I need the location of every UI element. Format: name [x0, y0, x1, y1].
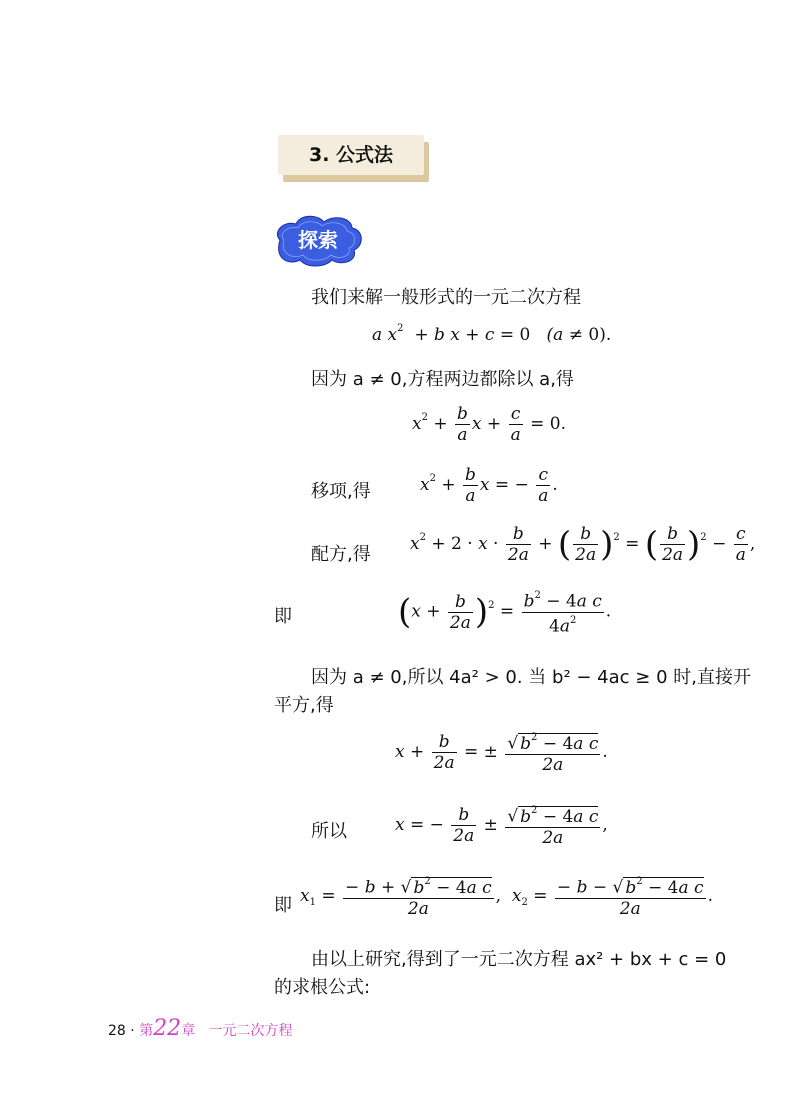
- chapter-number: 22: [153, 1016, 182, 1041]
- suoyi-label: 所以: [311, 821, 347, 842]
- because-line-2: 因为 a ≠ 0,所以 4a² > 0. 当 b² − 4ac ≥ 0 时,直接开: [311, 667, 751, 688]
- because-line-1: 因为 a ≠ 0,方程两边都除以 a,得: [311, 369, 574, 390]
- equation-moved: $x^2$ + $\frac{b}{a}$ x = − $\frac{c}{a}$ .: [420, 465, 558, 506]
- complete-label: 配方,得: [311, 544, 371, 565]
- move-label: 移项,得: [311, 481, 371, 502]
- equation-x-pm: x = − $\frac{b}{2a}$ ± $\frac{√ b^2 - 4a c}{2a}$ ,: [395, 804, 608, 848]
- section-title: 3. 公式法: [308, 144, 394, 166]
- ji-label-1: 即: [274, 606, 292, 627]
- explore-badge: [270, 212, 366, 268]
- section-header: [278, 135, 424, 175]
- equation-square-form: (x + $\frac{b}{2a}$ )$^2$ = $\frac{b^2 - 4a c}{4a^2}$ .: [398, 590, 612, 637]
- page-footer: 28 · 第22章 一元二次方程: [108, 1016, 293, 1041]
- badge-label: 探索: [298, 228, 338, 252]
- page-number: 28: [108, 1023, 126, 1039]
- equation-sqrt: x + $\frac{b}{2a}$ = ± $\frac{√ b^2 - 4a c}{2a}$ .: [395, 731, 608, 775]
- ji-label-2: 即: [274, 895, 292, 916]
- intro-text: 我们来解一般形式的一元二次方程: [311, 287, 581, 308]
- research-line-2: 的求根公式:: [274, 977, 371, 998]
- chapter-title: 一元二次方程: [208, 1023, 293, 1039]
- chapter-prefix: 第: [139, 1023, 154, 1039]
- equation-roots: $x_1$ = $\frac{- b + √ b^2 - 4a c}{2a}$ , $x_2$ = $\frac{- b - √ b^2 - 4a c}{2a}$ .: [300, 876, 713, 919]
- equation-general: a $x^2 + b$ x + c = 0 (a ≠ 0).: [372, 323, 612, 345]
- equation-completed: $x^2 + 2 \cdot x$ · $\frac{b}{2a}$ + ( $\frac{b}{2a}$ )$^2$ = ( $\frac{b}{2a}$ )$^2$ − $\frac{c}{a}$ ,: [410, 524, 756, 565]
- chapter-suffix: 章: [181, 1023, 196, 1039]
- research-line: 由以上研究,得到了一元二次方程 ax² + bx + c = 0: [311, 949, 727, 970]
- equation-divided: $x^2$ + $\frac{b}{a}$ x + $\frac{c}{a}$ = 0.: [412, 404, 566, 445]
- because-line-2b: 平方,得: [274, 695, 334, 716]
